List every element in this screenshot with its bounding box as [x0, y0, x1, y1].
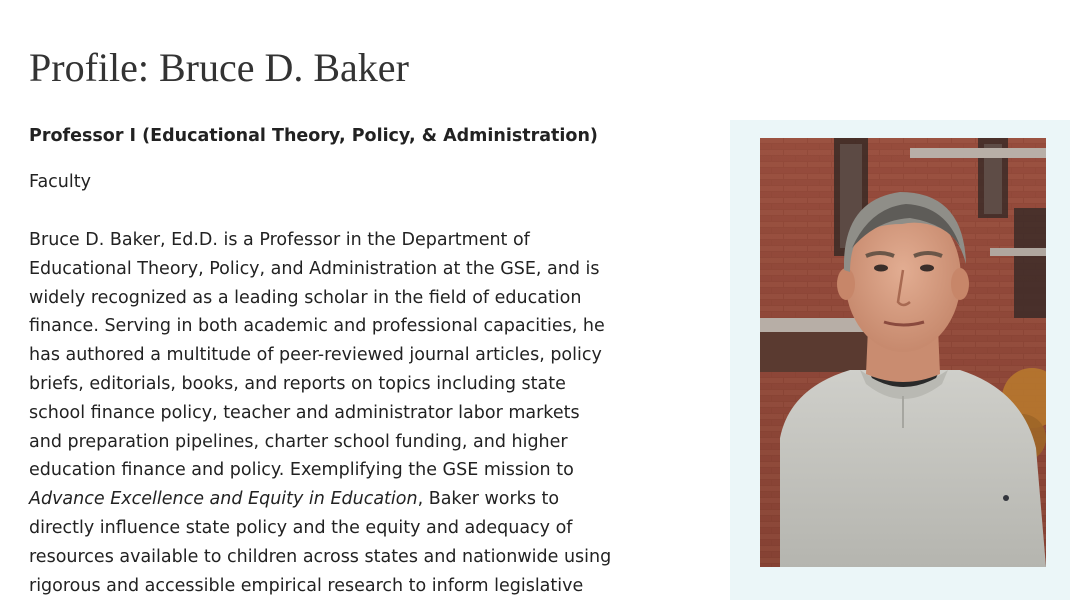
- bio-line: directly influence state policy and the equity and adequacy of: [29, 517, 573, 538]
- bio-line: Educational Theory, Policy, and Administration at the GSE, and is: [29, 258, 600, 279]
- bio-line: resources available to children across states and nationwide using: [29, 546, 612, 567]
- photo-panel: [730, 120, 1070, 600]
- bio-line: Bruce D. Baker, Ed.D. is a Professor in the Department of: [29, 230, 530, 250]
- profile-photo: [760, 138, 1046, 567]
- bio-line: education finance and policy. Exemplifying the GSE mission to: [29, 460, 574, 481]
- mission-tail: , Baker works to: [417, 489, 560, 510]
- bio-line: school finance policy, teacher and administrator labor markets: [29, 402, 580, 423]
- profile-category: Faculty: [29, 172, 91, 192]
- position-title: Professor I (Educational Theory, Policy, & Administration): [29, 126, 598, 146]
- bio-text: [29, 226, 639, 600]
- bio-line: briefs, editorials, books, and reports on topics including state: [29, 373, 566, 394]
- page-title: Profile: Bruce D. Baker: [29, 45, 409, 90]
- mission-statement: Advance Excellence and Equity in Education: [29, 489, 418, 510]
- bio-line: has authored a multitude of peer-reviewed journal articles, policy: [29, 345, 602, 366]
- bio-line: finance. Serving in both academic and professional capacities, he: [29, 316, 605, 337]
- bio-line: rigorous and accessible empirical research to inform legislative: [29, 575, 584, 596]
- bio-line: and preparation pipelines, charter school funding, and higher: [29, 431, 568, 452]
- bio-line: widely recognized as a leading scholar in the field of education: [29, 287, 582, 308]
- bio-line-mission: [29, 485, 639, 514]
